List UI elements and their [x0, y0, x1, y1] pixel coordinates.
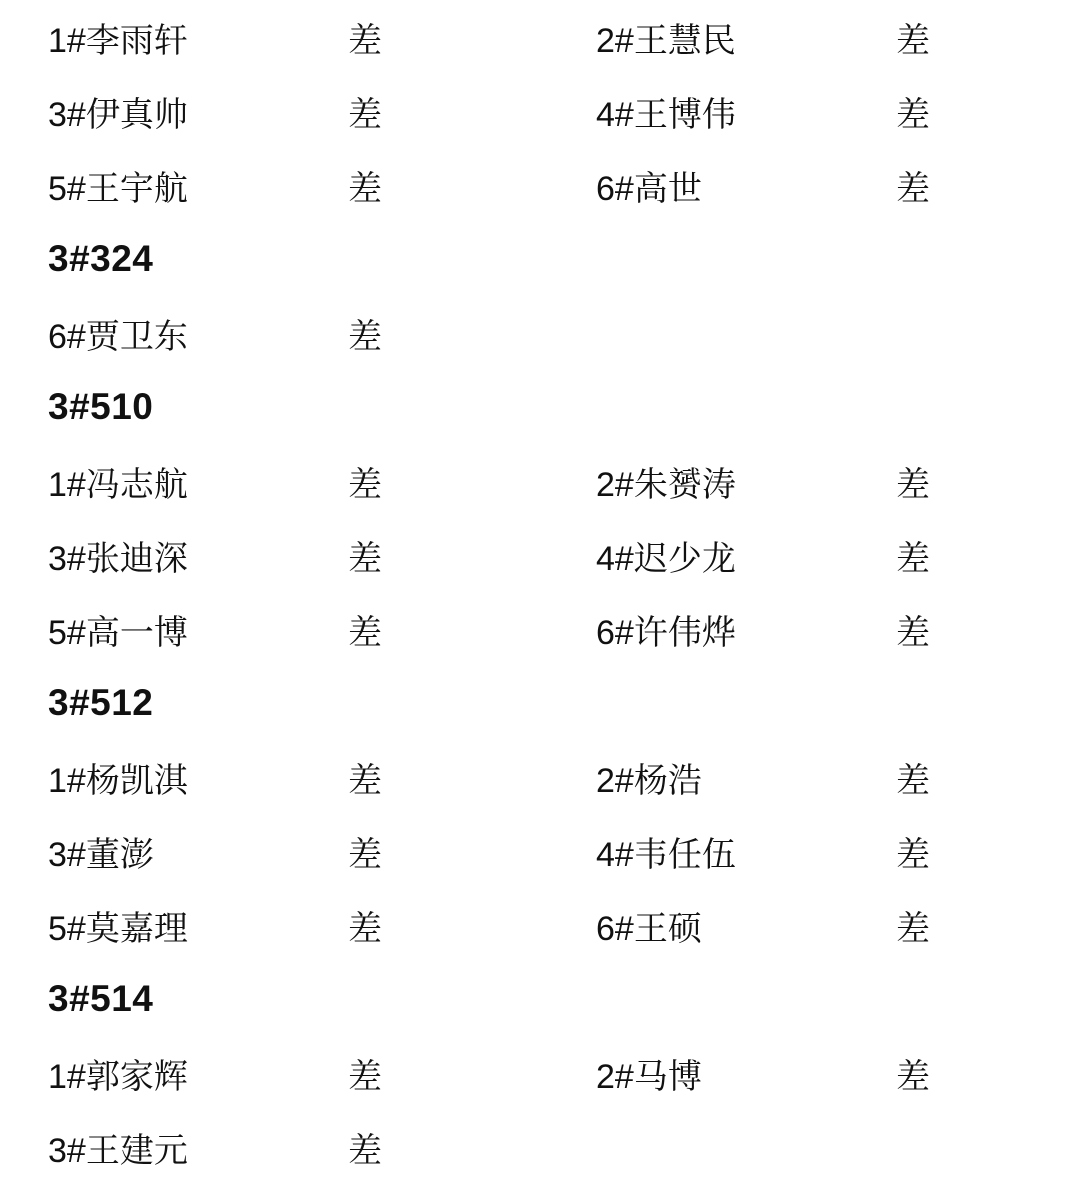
table-row [0, 444, 1080, 518]
status-badge: 差 [348, 317, 382, 356]
list-item [548, 531, 1080, 580]
status-badge: 差 [348, 1131, 382, 1170]
status-badge: 差 [896, 539, 930, 578]
list-item [548, 901, 1080, 950]
person-name: 3#王建元 [48, 1131, 188, 1170]
list-item [548, 87, 1080, 136]
person-name: 5#高一博 [48, 613, 188, 652]
list-item [0, 87, 548, 136]
list-item [0, 901, 548, 950]
person-name: 6#贾卫东 [48, 317, 188, 356]
status-badge: 差 [896, 95, 930, 134]
status-badge: 差 [348, 835, 382, 874]
person-name: 4#王博伟 [596, 95, 736, 134]
table-row [0, 1110, 1080, 1184]
list-item [0, 827, 548, 876]
list-item [0, 161, 548, 210]
list-item [548, 457, 1080, 506]
person-name: 3#董澎 [48, 835, 154, 874]
status-badge: 差 [348, 1057, 382, 1096]
list-item [0, 13, 548, 62]
person-name: 2#马博 [596, 1057, 702, 1096]
room-header: 3#512 [48, 682, 154, 723]
list-item [0, 457, 548, 506]
list-item [0, 753, 548, 802]
list-item [0, 309, 548, 358]
status-badge: 差 [896, 909, 930, 948]
status-badge: 差 [348, 95, 382, 134]
status-badge: 差 [348, 539, 382, 578]
person-name: 3#伊真帅 [48, 95, 188, 134]
list-item [0, 1123, 548, 1172]
status-badge: 差 [348, 21, 382, 60]
status-badge: 差 [896, 761, 930, 800]
person-name: 1#冯志航 [48, 465, 188, 504]
person-name: 6#高世 [596, 169, 702, 208]
list-item [0, 1049, 548, 1098]
status-badge: 差 [896, 21, 930, 60]
table-row [0, 0, 1080, 74]
list-item [548, 605, 1080, 654]
table-row [0, 74, 1080, 148]
status-badge: 差 [896, 613, 930, 652]
person-name: 2#朱赟涛 [596, 465, 736, 504]
person-name: 4#迟少龙 [596, 539, 736, 578]
table-row [0, 1036, 1080, 1110]
list-item [548, 753, 1080, 802]
room-header: 3#514 [48, 978, 154, 1019]
status-badge: 差 [896, 169, 930, 208]
table-row [0, 592, 1080, 666]
person-name: 1#李雨轩 [48, 21, 188, 60]
status-badge: 差 [896, 1057, 930, 1096]
room-header: 3#324 [48, 238, 154, 279]
list-item [548, 827, 1080, 876]
table-row [0, 888, 1080, 962]
person-name: 4#韦任伍 [596, 835, 736, 874]
list-item [548, 161, 1080, 210]
status-badge: 差 [896, 465, 930, 504]
person-name: 3#张迪深 [48, 539, 188, 578]
status-badge: 差 [348, 909, 382, 948]
status-badge: 差 [348, 169, 382, 208]
person-name: 1#杨凯淇 [48, 761, 188, 800]
list-item [0, 531, 548, 580]
person-name: 6#王硕 [596, 909, 702, 948]
status-badge: 差 [348, 761, 382, 800]
table-row [0, 296, 1080, 370]
table-row [0, 518, 1080, 592]
person-name: 2#杨浩 [596, 761, 702, 800]
status-badge: 差 [348, 613, 382, 652]
table-row [0, 148, 1080, 222]
person-name: 5#莫嘉理 [48, 909, 188, 948]
list-item [548, 1049, 1080, 1098]
person-name: 2#王慧民 [596, 21, 736, 60]
list-item [548, 13, 1080, 62]
table-row [0, 740, 1080, 814]
person-name: 5#王宇航 [48, 169, 188, 208]
list-item [0, 605, 548, 654]
person-name: 1#郭家辉 [48, 1057, 188, 1096]
table-row [0, 814, 1080, 888]
person-name: 6#许伟烨 [596, 613, 736, 652]
status-badge: 差 [348, 465, 382, 504]
status-badge: 差 [896, 835, 930, 874]
room-header: 3#510 [48, 386, 154, 427]
